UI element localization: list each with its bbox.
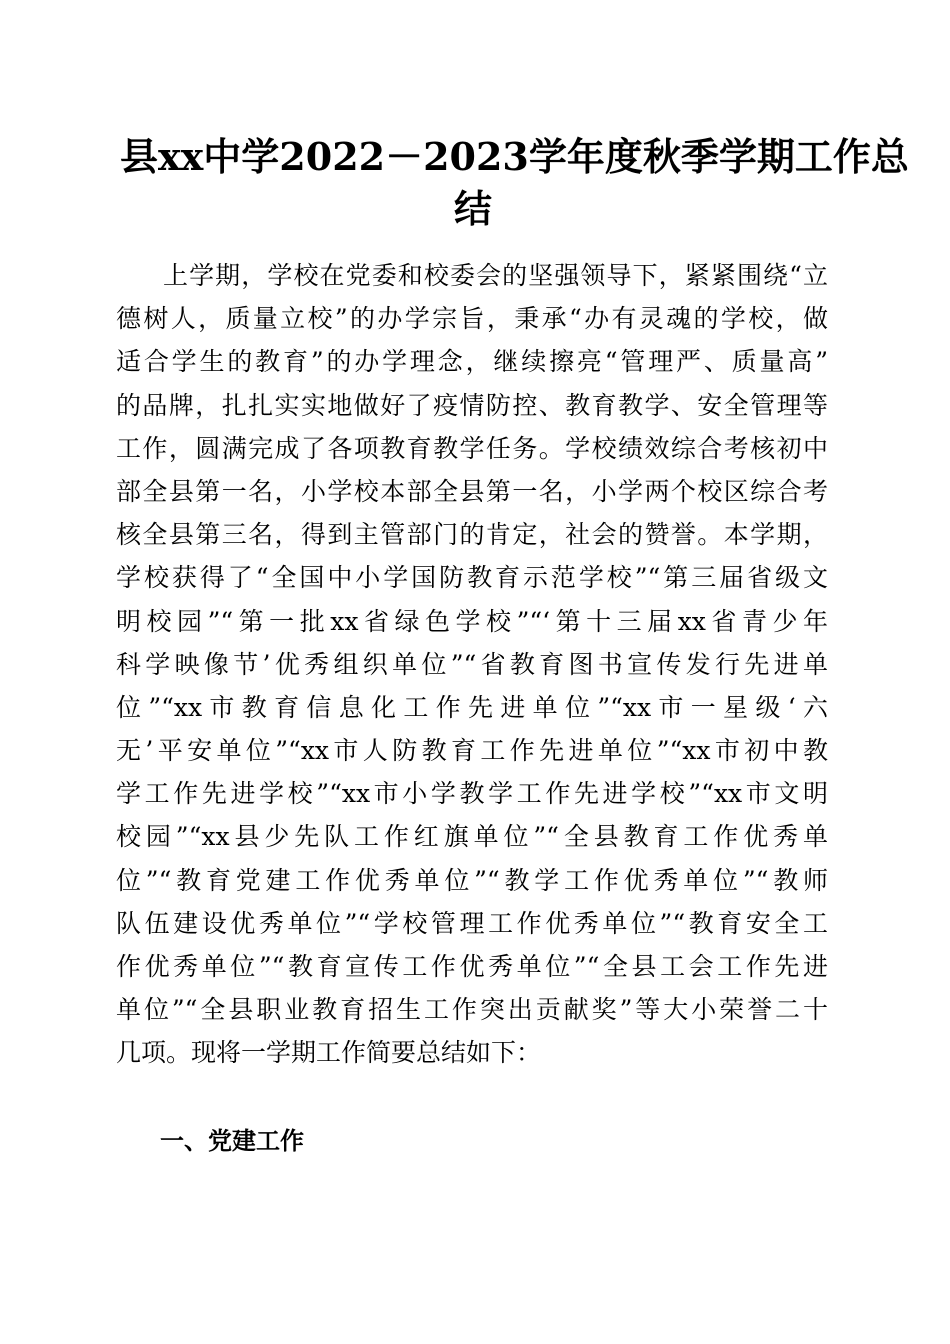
section-heading: 一、党建工作 — [160, 1127, 304, 1155]
document-title — [120, 131, 909, 235]
paragraph-line: 工作，圆满完成了各项教育教学任务。学校绩效综合考核初中 — [116, 433, 828, 463]
paragraph-line: 核全县第三名，得到主管部门的肯定，社会的赞誉。本学期， — [116, 520, 828, 550]
paragraph-line: 几项。现将一学期工作简要总结如下： — [116, 1038, 542, 1068]
paragraph-line: 德树人，质量立校”的办学宗旨，秉承“办有灵魂的学校，做 — [116, 304, 828, 334]
paragraph-line: 适合学生的教育”的办学理念，继续擦亮“管理严、质量高” — [116, 347, 828, 377]
paragraph-line: 学校获得了“全国中小学国防教育示范学校”“第三届省级文 — [116, 563, 828, 593]
paragraph-line: 位”“xx市教育信息化工作先进单位”“xx市一星级‘六 — [116, 692, 828, 722]
title-line-1: 县xx中学2022－2023学年度秋季学期工作总 — [120, 134, 909, 179]
paragraph-line: 队伍建设优秀单位”“学校管理工作优秀单位”“教育安全工 — [116, 908, 828, 938]
paragraph-line: 上学期，学校在党委和校委会的坚强领导下，紧紧围绕“立 — [163, 261, 828, 290]
paragraph-line: 明校园”“第一批xx省绿色学校”“‘第十三届xx省青少年 — [116, 606, 828, 636]
title-line-2: 结 — [453, 186, 492, 231]
paragraph-line: 位”“教育党建工作优秀单位”“教学工作优秀单位”“教师 — [116, 865, 828, 895]
paragraph-line: 单位”“全县职业教育招生工作突出贡献奖”等大小荣誉二十 — [116, 995, 828, 1025]
intro-paragraph — [116, 254, 828, 1075]
paragraph-line: 校园”“xx县少先队工作红旗单位”“全县教育工作优秀单 — [116, 822, 828, 852]
paragraph-line: 作优秀单位”“教育宣传工作优秀单位”“全县工会工作先进 — [116, 952, 828, 981]
paragraph-line: 无’平安单位”“xx市人防教育工作先进单位”“xx市初中教 — [116, 736, 828, 766]
paragraph-line: 的品牌，扎扎实实地做好了疫情防控、教育教学、安全管理等 — [116, 390, 828, 420]
paragraph-line: 科学映像节’优秀组织单位”“省教育图书宣传发行先进单 — [116, 649, 828, 679]
paragraph-line: 部全县第一名，小学校本部全县第一名，小学两个校区综合考 — [116, 476, 828, 506]
paragraph-line: 学工作先进学校”“xx市小学教学工作先进学校”“xx市文明 — [116, 779, 828, 809]
